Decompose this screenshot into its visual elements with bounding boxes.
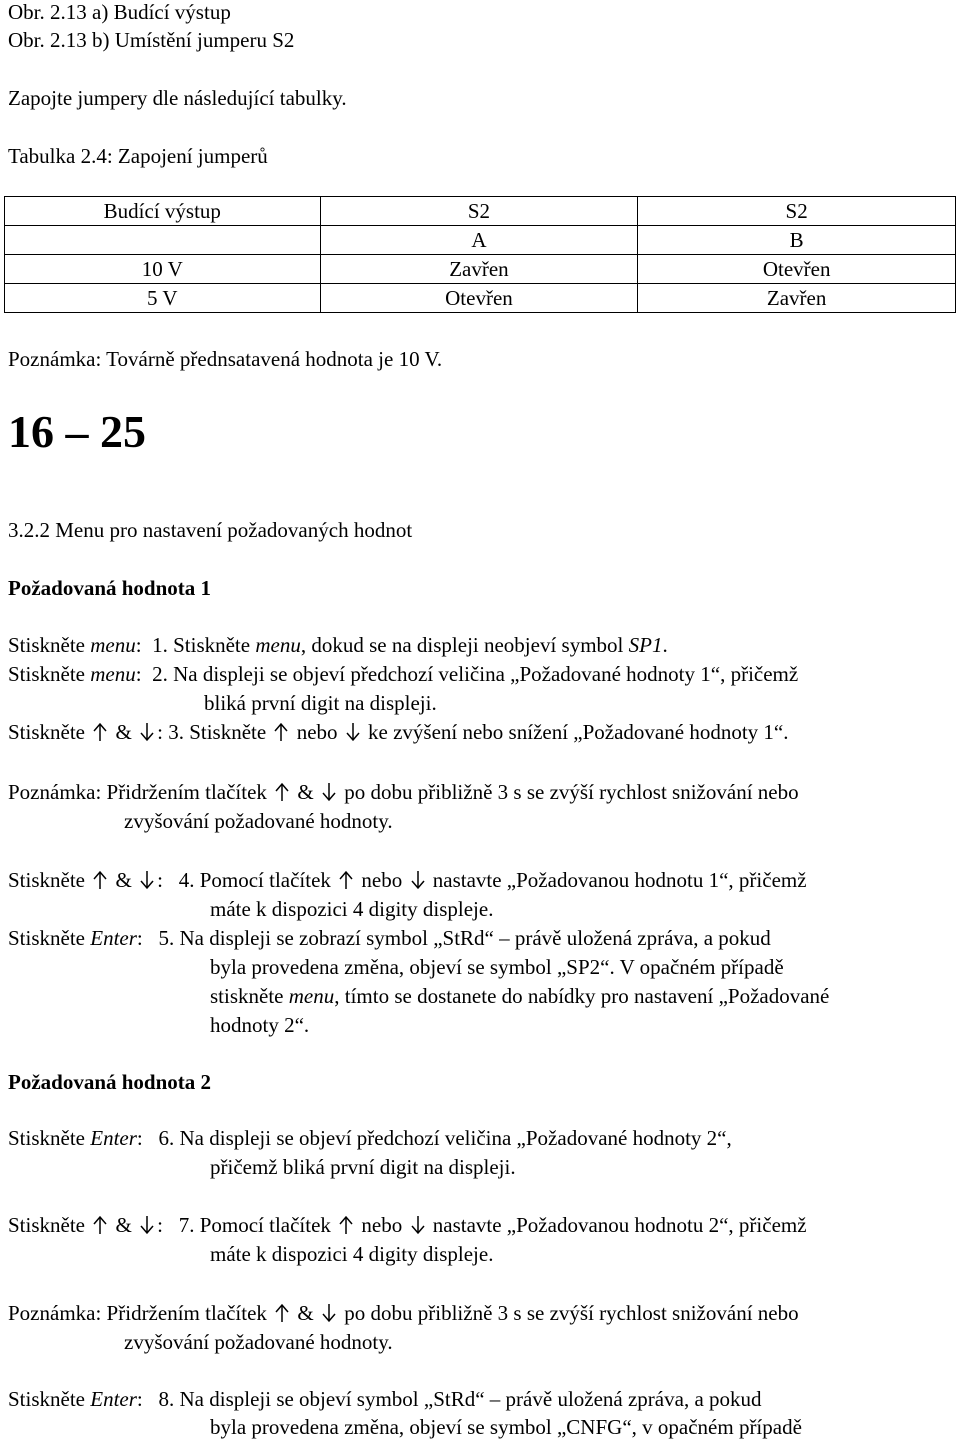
step-text: , tímto se dostanete do nabídky pro nastavení „Požadované (334, 984, 830, 1008)
step-label: Stiskněte (8, 720, 91, 744)
table-cell: S2 (638, 197, 956, 226)
table-cell: A (320, 226, 638, 255)
ampersand: & (292, 1301, 320, 1325)
table-title: Tabulka 2.4: Zapojení jumperů (8, 144, 268, 168)
big-heading (8, 404, 146, 460)
setpoint-1-heading: Požadovaná hodnota 1 (8, 576, 212, 600)
colon: : (135, 662, 142, 686)
big-heading-part: 16 (8, 406, 54, 457)
note-text: po dobu přibližně 3 s se zvýší rychlost snižování nebo (339, 780, 799, 804)
step-text: ke zvýšení nebo snížení „Požadované hodnoty 1“. (362, 720, 789, 744)
note-text: Poznámka: Přidržením tlačítek (8, 1301, 273, 1325)
step-5 (8, 924, 771, 953)
step-label: Stiskněte (8, 633, 91, 657)
step-text: Pomocí tlačítek (194, 1213, 337, 1237)
table-cell: S2 (320, 197, 638, 226)
colon: : (135, 633, 142, 657)
step-text: nastavte „Požadovanou hodnotu 1“, přičemž (427, 868, 807, 892)
step-text: nebo (356, 1213, 408, 1237)
factory-note: Poznámka: Továrně přednsatavená hodnota je 10 V. (8, 347, 443, 371)
figure-caption-b: Obr. 2.13 b) Umístění jumperu S2 (8, 28, 295, 52)
key-enter: Enter (90, 1126, 137, 1150)
note-text: po dobu přibližně 3 s se zvýší rychlost snižování nebo (339, 1301, 799, 1325)
colon: : (136, 926, 143, 950)
key-enter: Enter (90, 926, 137, 950)
step-number: 8. (158, 1387, 175, 1411)
step-number: 4. (178, 868, 195, 892)
step-1 (8, 631, 668, 660)
colon: : (157, 720, 163, 744)
note-text: Poznámka: Přidržením tlačítek (8, 780, 273, 804)
key-menu: menu (90, 633, 136, 657)
step-5-continuation: byla provedena změna, objeví se symbol „SP2“. V opačném případě (210, 955, 784, 979)
arrow-up-icon (272, 782, 292, 802)
step-text: nastavte „Požadovanou hodnotu 2“, přičemž (427, 1213, 807, 1237)
arrow-up-icon (336, 870, 356, 890)
arrow-down-icon (137, 870, 157, 890)
step-label: Stiskněte (8, 662, 91, 686)
step-text: Na displeji se objeví symbol „StRd“ – právě uložená zpráva, a pokud (174, 1387, 762, 1411)
step-number: 6. (158, 1126, 175, 1150)
step-7-continuation: máte k dispozici 4 digity displeje. (210, 1242, 494, 1266)
table-cell (5, 226, 321, 255)
instruction-text: Zapojte jumpery dle následující tabulky. (8, 86, 347, 110)
step-text: Na displeji se zobrazí symbol „StRd“ – právě uložená zpráva, a pokud (174, 926, 771, 950)
ampersand: & (292, 780, 320, 804)
arrow-up-icon (90, 1215, 110, 1235)
step-5-continuation: hodnoty 2“. (210, 1013, 310, 1037)
arrow-down-icon (408, 870, 428, 890)
colon: : (136, 1126, 143, 1150)
step-label: Stiskněte (8, 1126, 91, 1150)
section-heading: 3.2.2 Menu pro nastavení požadovaných hodnot (8, 518, 413, 542)
arrow-down-icon (319, 1303, 339, 1323)
table-cell: Zavřen (638, 284, 956, 313)
ampersand: & (110, 1213, 138, 1237)
colon: : (157, 1213, 163, 1237)
arrow-up-icon (90, 722, 110, 742)
table-row (5, 197, 956, 226)
step-8-continuation: byla provedena změna, objeví se symbol „CNFG“, v opačném případě (210, 1415, 802, 1439)
key-menu: menu (255, 633, 301, 657)
step-text: nebo (356, 868, 408, 892)
table-cell: Zavřen (320, 255, 638, 284)
step-8 (8, 1385, 762, 1414)
step-5-continuation (210, 982, 829, 1011)
arrow-down-icon (137, 722, 157, 742)
step-text: Na displeji se objeví předchozí veličina „Požadované hodnoty 2“, (174, 1126, 732, 1150)
table-cell: Otevřen (320, 284, 638, 313)
hold-note-1 (8, 778, 799, 807)
step-number: 7. (178, 1213, 195, 1237)
step-text: , dokud se na displeji neobjeví symbol (300, 633, 629, 657)
step-text: nebo (291, 720, 343, 744)
step-text: stiskněte (210, 984, 289, 1008)
step-6 (8, 1124, 732, 1153)
step-text: Na displeji se objeví předchozí veličina „Požadované hodnoty 1“, přičemž (167, 662, 799, 686)
table-cell: B (638, 226, 956, 255)
hold-note-2 (8, 1299, 799, 1328)
figure-caption-a: Obr. 2.13 a) Budící výstup (8, 0, 231, 24)
table-cell: 10 V (5, 255, 321, 284)
arrow-down-icon (319, 782, 339, 802)
step-2 (8, 660, 798, 689)
colon: : (136, 1387, 143, 1411)
key-menu: menu (288, 984, 335, 1008)
step-text: Stiskněte (183, 720, 272, 744)
table-row (5, 255, 956, 284)
symbol-text: SP1 (628, 633, 663, 657)
dash: – (54, 406, 100, 457)
step-number: 1. (152, 633, 168, 657)
step-label: Stiskněte (8, 926, 91, 950)
arrow-up-icon (272, 1303, 292, 1323)
step-label: Stiskněte (8, 1387, 91, 1411)
big-heading-part: 25 (100, 406, 146, 457)
step-number: 2. (152, 662, 168, 686)
step-text: . (662, 633, 668, 657)
hold-note-2-continuation: zvyšování požadované hodnoty. (124, 1330, 393, 1354)
step-6-continuation: přičemž bliká první digit na displeji. (210, 1155, 516, 1179)
step-2-continuation: bliká první digit na displeji. (204, 691, 437, 715)
step-text: Stiskněte (167, 633, 256, 657)
step-4 (8, 866, 807, 895)
arrow-down-icon (137, 1215, 157, 1235)
arrow-down-icon (408, 1215, 428, 1235)
table-cell: Budící výstup (5, 197, 321, 226)
jumper-table (4, 196, 956, 313)
arrow-up-icon (336, 1215, 356, 1235)
table-row (5, 226, 956, 255)
key-enter: Enter (90, 1387, 137, 1411)
step-number: 3. (168, 720, 184, 744)
table-cell: 5 V (5, 284, 321, 313)
arrow-up-icon (90, 870, 110, 890)
setpoint-2-heading: Požadovaná hodnota 2 (8, 1070, 212, 1094)
ampersand: & (110, 868, 138, 892)
step-label: Stiskněte (8, 1213, 91, 1237)
key-menu: menu (90, 662, 136, 686)
arrow-up-icon (271, 722, 291, 742)
table-cell: Otevřen (638, 255, 956, 284)
step-number: 5. (158, 926, 175, 950)
step-3 (8, 718, 788, 747)
arrow-down-icon (343, 722, 363, 742)
step-4-continuation: máte k dispozici 4 digity displeje. (210, 897, 494, 921)
ampersand: & (110, 720, 138, 744)
step-text: Pomocí tlačítek (194, 868, 337, 892)
table-row (5, 284, 956, 313)
step-label: Stiskněte (8, 868, 91, 892)
step-7 (8, 1211, 807, 1240)
colon: : (157, 868, 163, 892)
hold-note-1-continuation: zvyšování požadované hodnoty. (124, 809, 393, 833)
